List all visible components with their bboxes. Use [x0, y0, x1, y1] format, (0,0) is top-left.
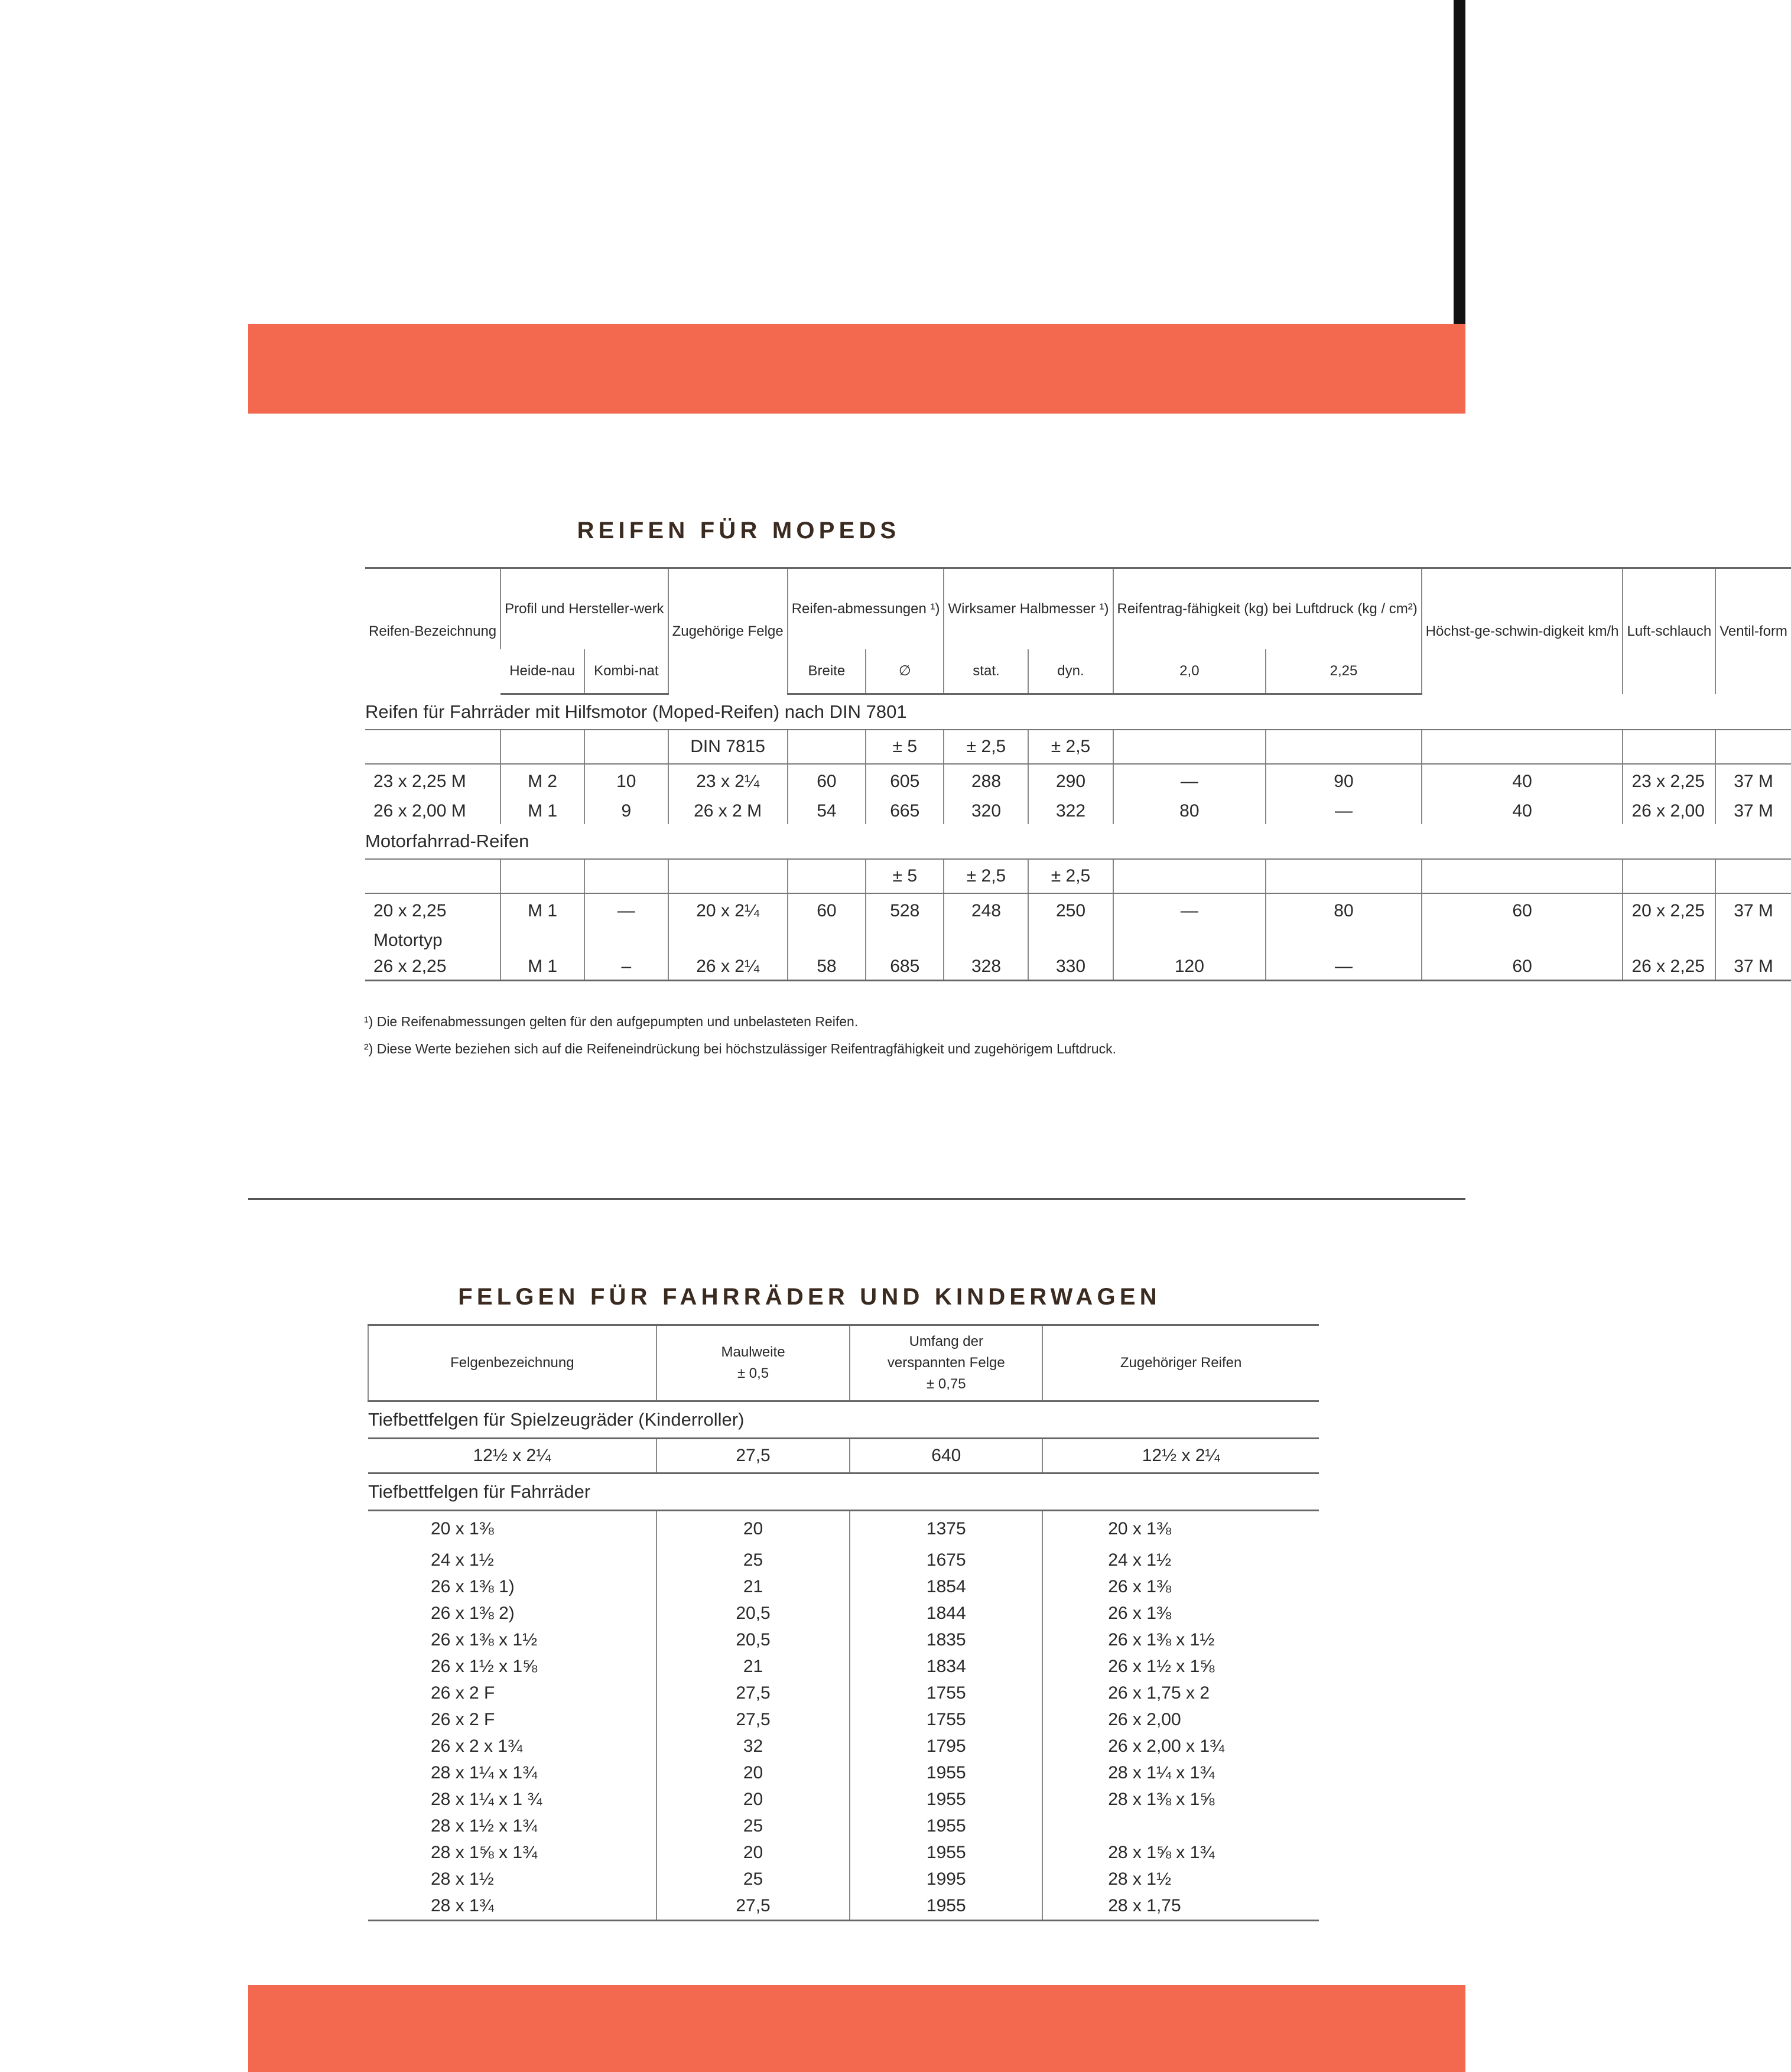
table-cell: 1834 — [850, 1654, 1042, 1680]
col-dyn: dyn. — [1028, 649, 1113, 694]
table-cell: 28 x 1¼ x 1¾ — [431, 1763, 538, 1782]
table-cell: 24 x 1½ — [1042, 1547, 1319, 1574]
col-schlauch: Luft-schlauch — [1623, 568, 1715, 694]
table-cell: 26 x 1⅜ x 1½ — [1042, 1627, 1319, 1654]
table-cell: 12½ x 2¼ — [368, 1439, 656, 1474]
tolerance-cell: ± 5 — [866, 730, 944, 764]
table-cell: 26 x 2 F — [431, 1683, 495, 1703]
col-zugehoeriger-reifen: Zugehöriger Reifen — [1042, 1325, 1319, 1401]
table-cell: 26 x 1⅜ 1) — [431, 1577, 515, 1596]
table-cell: 23 x 2¼ — [668, 764, 788, 798]
col-tragfaehigkeit: Reifentrag-fähigkeit (kg) bei Luftdruck (kg / cm²) — [1113, 568, 1422, 649]
maulweite-tolerance: ± 0,5 — [737, 1365, 769, 1381]
table-cell: 58 — [788, 954, 866, 981]
table-cell: 26 x 2,25 — [1623, 954, 1715, 981]
title-felgen: FELGEN FÜR FAHRRÄDER UND KINDERWAGEN — [458, 1284, 1161, 1310]
table-cell: 9 — [584, 798, 668, 824]
table-row — [368, 1866, 1319, 1893]
section-title: Reifen für Fahrräder mit Hilfsmotor (Moped-Reifen) nach DIN 7801 — [365, 694, 1791, 730]
table-cell: 21 — [656, 1574, 850, 1601]
table-row — [368, 1439, 1319, 1474]
table-cell: 26 x 1⅜ 2) — [431, 1603, 515, 1623]
table-cell: 665 — [866, 798, 944, 824]
col-maulweite — [656, 1325, 850, 1401]
table-cell: 25 — [656, 1547, 850, 1574]
table-cell: 90 — [1266, 764, 1421, 798]
table-cell: 26 x 2,00 — [1623, 798, 1715, 824]
table-cell: 26 x 2,00 — [1042, 1707, 1319, 1733]
col-bezeichnung: Reifen-Bezeichnung — [365, 568, 500, 694]
table-cell: 26 x 1⅜ — [1042, 1574, 1319, 1601]
col-umfang — [850, 1325, 1042, 1401]
table-cell: 685 — [866, 954, 944, 981]
table-cell: 28 x 1⅝ x 1¾ — [1042, 1840, 1319, 1866]
table-cell — [866, 928, 944, 954]
table-cell: 26 x 2,00 x 1¾ — [1042, 1733, 1319, 1760]
table-cell: 37 M — [1715, 764, 1791, 798]
table-cell: 27,5 — [656, 1439, 850, 1474]
table-cell: M 2 — [500, 764, 584, 798]
table-cell: 1755 — [850, 1680, 1042, 1707]
section-row — [365, 824, 1791, 859]
table-cell — [668, 928, 788, 954]
table-cell: Motortyp — [373, 931, 443, 950]
table-cell: 20 — [656, 1511, 850, 1547]
table-row — [368, 1760, 1319, 1787]
table-cell: 288 — [944, 764, 1028, 798]
table-cell: 26 x 1⅜ x 1½ — [431, 1630, 538, 1650]
table-row — [368, 1511, 1319, 1547]
table-cell: M 1 — [500, 798, 584, 824]
table-cell: 28 x 1¼ x 1¾ — [1042, 1760, 1319, 1787]
table-cell: 20,5 — [656, 1627, 850, 1654]
table-cell: 26 x 1⅜ — [1042, 1601, 1319, 1627]
col-stat: stat. — [944, 649, 1028, 694]
table-cell: 26 x 2 F — [431, 1710, 495, 1729]
tolerance-cell: ± 2,5 — [1028, 730, 1113, 764]
table-cell: 120 — [1113, 954, 1266, 981]
tolerance-cell — [1422, 859, 1623, 893]
table-cell: 26 x 1½ x 1⅝ — [431, 1657, 538, 1676]
table-cell: 1675 — [850, 1547, 1042, 1574]
table-cell: 1844 — [850, 1601, 1042, 1627]
table-row — [368, 1574, 1319, 1601]
table-cell: 26 x 2,00 M — [373, 801, 466, 821]
table-cell — [1266, 928, 1421, 954]
table-cell — [944, 928, 1028, 954]
table-cell: 80 — [1113, 798, 1266, 824]
table-row — [368, 1733, 1319, 1760]
table-cell: 528 — [866, 893, 944, 928]
table-cell: 1955 — [850, 1893, 1042, 1921]
table-cell: 28 x 1¼ x 1 ¾ — [431, 1790, 542, 1809]
tolerance-cell: ± 5 — [866, 859, 944, 893]
table-cell: 27,5 — [656, 1680, 850, 1707]
tolerance-cell — [668, 859, 788, 893]
table-cell — [1042, 1813, 1319, 1840]
table-cell: 60 — [1422, 954, 1623, 981]
fold-line — [248, 1198, 1465, 1200]
table-cell: 1854 — [850, 1574, 1042, 1601]
table-row — [368, 1787, 1319, 1813]
footnote-1: ¹) Die Reifenabmessungen gelten für den aufgepumpten und unbelasteten Reifen. — [364, 1014, 859, 1029]
table-cell: 37 M — [1715, 954, 1791, 981]
tolerance-cell: DIN 7815 — [668, 730, 788, 764]
table-row — [365, 928, 1791, 954]
table-row — [368, 1813, 1319, 1840]
table-cell: 25 — [656, 1866, 850, 1893]
table-cell: 27,5 — [656, 1893, 850, 1921]
table-cell: 328 — [944, 954, 1028, 981]
table-cell: — — [1113, 893, 1266, 928]
table-cell: 60 — [1422, 893, 1623, 928]
tolerance-cell — [1623, 730, 1715, 764]
table-cell: 26 x 1,75 x 2 — [1042, 1680, 1319, 1707]
tolerance-row — [365, 730, 1791, 764]
table-cell: 28 x 1½ — [1042, 1866, 1319, 1893]
table-cell: 1955 — [850, 1813, 1042, 1840]
table-cell: 28 x 1⅜ x 1⅝ — [1042, 1787, 1319, 1813]
table-row — [368, 1547, 1319, 1574]
table-cell: 54 — [788, 798, 866, 824]
tolerance-cell — [788, 859, 866, 893]
tolerance-cell — [1715, 730, 1791, 764]
table-cell: M 1 — [500, 954, 584, 981]
table-cell: 37 M — [1715, 893, 1791, 928]
col-durchmesser: ∅ — [866, 649, 944, 694]
table-cell: 1955 — [850, 1787, 1042, 1813]
table-cell: 20 x 2¼ — [668, 893, 788, 928]
table-cell: 20,5 — [656, 1601, 850, 1627]
section-title: Tiefbettfelgen für Fahrräder — [368, 1474, 1319, 1511]
col-abmessungen: Reifen-abmessungen ¹) — [788, 568, 944, 649]
tolerance-row — [365, 859, 1791, 893]
col-felge: Zugehörige Felge — [668, 568, 788, 694]
tolerance-cell — [1266, 859, 1421, 893]
rim-table — [368, 1324, 1319, 1921]
tolerance-cell — [1113, 730, 1266, 764]
table-row — [365, 893, 1791, 928]
tolerance-cell — [1266, 730, 1421, 764]
footnote-2: ²) Diese Werte beziehen sich auf die Reifeneindrückung bei höchstzulässiger Reifentragfähigkeit und zugehörigem Luftdruck. — [364, 1041, 1116, 1056]
tolerance-cell — [500, 730, 584, 764]
section-row — [365, 694, 1791, 730]
table-cell: — — [584, 893, 668, 928]
table-cell: 26 x 2 x 1¾ — [431, 1736, 523, 1756]
table-cell: 20 — [656, 1840, 850, 1866]
tolerance-cell: ± 2,5 — [1028, 859, 1113, 893]
table-cell: 20 x 1⅜ — [431, 1519, 494, 1539]
col-druck1: 2,0 — [1113, 649, 1266, 694]
table-cell: 28 x 1,75 — [1042, 1893, 1319, 1921]
title-mopeds: REIFEN FÜR MOPEDS — [577, 518, 901, 544]
table-cell: 32 — [656, 1733, 850, 1760]
table-cell: 80 — [1266, 893, 1421, 928]
umfang-tolerance: ± 0,75 — [927, 1376, 966, 1392]
table-cell: 20 — [656, 1787, 850, 1813]
table-cell: 1955 — [850, 1760, 1042, 1787]
table-cell: 1995 — [850, 1866, 1042, 1893]
table-cell — [1028, 928, 1113, 954]
section-row — [368, 1474, 1319, 1511]
table-row — [368, 1893, 1319, 1921]
tolerance-cell — [500, 859, 584, 893]
table-cell: 60 — [788, 893, 866, 928]
table-cell: 37 M — [1715, 798, 1791, 824]
table-cell: 23 x 2,25 M — [373, 771, 466, 791]
table-cell: 26 x 1½ x 1⅝ — [1042, 1654, 1319, 1680]
table-cell: 27,5 — [656, 1707, 850, 1733]
tolerance-cell — [1422, 730, 1623, 764]
section-title: Tiefbettfelgen für Spielzeugräder (Kinderroller) — [368, 1401, 1319, 1439]
table-cell: — — [1266, 954, 1421, 981]
table-cell: 23 x 2,25 — [1623, 764, 1715, 798]
table-cell: 12½ x 2¼ — [1042, 1439, 1319, 1474]
tolerance-cell — [1623, 859, 1715, 893]
table-cell: 10 — [584, 764, 668, 798]
brochure-page — [248, 324, 1787, 2072]
table-cell: 20 — [656, 1760, 850, 1787]
table-cell: 26 x 2 M — [668, 798, 788, 824]
col-halbmesser: Wirksamer Halbmesser ¹) — [944, 568, 1113, 649]
col-hoechst: Höchst-ge-schwin-digkeit km/h — [1422, 568, 1623, 694]
table-cell: M 1 — [500, 893, 584, 928]
section-title: Motorfahrrad-Reifen — [365, 824, 1791, 859]
col-ventil: Ventil-form — [1715, 568, 1791, 694]
table-row — [368, 1840, 1319, 1866]
col-felgenbezeichnung: Felgenbezeichnung — [368, 1325, 656, 1401]
col-kombinat: Kombi-nat — [584, 649, 668, 694]
table-cell: 20 x 2,25 — [373, 900, 447, 920]
table-cell: 26 x 2¼ — [668, 954, 788, 981]
col-druck2: 2,25 — [1266, 649, 1421, 694]
table-cell: 25 — [656, 1813, 850, 1840]
table-cell: 250 — [1028, 893, 1113, 928]
table-row — [365, 764, 1791, 798]
tolerance-cell — [365, 730, 500, 764]
table-cell — [1422, 928, 1623, 954]
table-cell: 1755 — [850, 1707, 1042, 1733]
table-cell — [1715, 928, 1791, 954]
table-cell — [1113, 928, 1266, 954]
table-cell — [584, 928, 668, 954]
col-profil: Profil und Hersteller-werk — [500, 568, 668, 649]
section-row — [368, 1401, 1319, 1439]
table-cell: 330 — [1028, 954, 1113, 981]
table-cell: 1795 — [850, 1733, 1042, 1760]
table-row — [368, 1707, 1319, 1733]
table-cell: 40 — [1422, 798, 1623, 824]
tolerance-cell: ± 2,5 — [944, 730, 1028, 764]
tolerance-cell — [584, 859, 668, 893]
table-row — [365, 954, 1791, 981]
table-cell: 20 x 2,25 — [1623, 893, 1715, 928]
table-cell: 1375 — [850, 1511, 1042, 1547]
scan-edge — [1454, 0, 1465, 337]
table-cell: — — [1113, 764, 1266, 798]
table-cell: 28 x 1½ x 1¾ — [431, 1816, 538, 1836]
table-row — [365, 798, 1791, 824]
moped-tyre-table — [365, 567, 1791, 981]
table-cell: 320 — [944, 798, 1028, 824]
table-cell: 322 — [1028, 798, 1113, 824]
maulweite-label: Maulweite — [721, 1344, 785, 1360]
table-cell: 28 x 1⅝ x 1¾ — [431, 1843, 538, 1862]
table-cell: 248 — [944, 893, 1028, 928]
table-cell: 1955 — [850, 1840, 1042, 1866]
red-band-bottom — [248, 1985, 1465, 2072]
table-cell: 1835 — [850, 1627, 1042, 1654]
table-cell — [1623, 928, 1715, 954]
table-cell: 40 — [1422, 764, 1623, 798]
table-cell: 20 x 1⅜ — [1042, 1511, 1319, 1547]
table-cell: 640 — [850, 1439, 1042, 1474]
tolerance-cell — [788, 730, 866, 764]
table-cell: 28 x 1½ — [431, 1869, 494, 1889]
table-cell: 24 x 1½ — [431, 1550, 494, 1570]
table-cell: 28 x 1¾ — [368, 1893, 656, 1921]
umfang-label: Umfang der verspannten Felge — [887, 1333, 1005, 1371]
table-row — [368, 1601, 1319, 1627]
red-band-top — [248, 324, 1465, 414]
tolerance-cell — [584, 730, 668, 764]
table-cell: 605 — [866, 764, 944, 798]
table-cell: 60 — [788, 764, 866, 798]
table-row — [368, 1654, 1319, 1680]
col-breite: Breite — [788, 649, 866, 694]
tolerance-cell — [1113, 859, 1266, 893]
table-row — [368, 1627, 1319, 1654]
col-heidenau: Heide-nau — [500, 649, 584, 694]
table-cell: — — [1266, 798, 1421, 824]
tolerance-cell: ± 2,5 — [944, 859, 1028, 893]
table-cell: 290 — [1028, 764, 1113, 798]
table-cell — [788, 928, 866, 954]
tolerance-cell — [1715, 859, 1791, 893]
table-cell — [500, 928, 584, 954]
table-cell: 26 x 2,25 — [365, 954, 500, 981]
table-row — [368, 1680, 1319, 1707]
tolerance-cell — [365, 859, 500, 893]
table-cell: – — [584, 954, 668, 981]
table-cell: 21 — [656, 1654, 850, 1680]
